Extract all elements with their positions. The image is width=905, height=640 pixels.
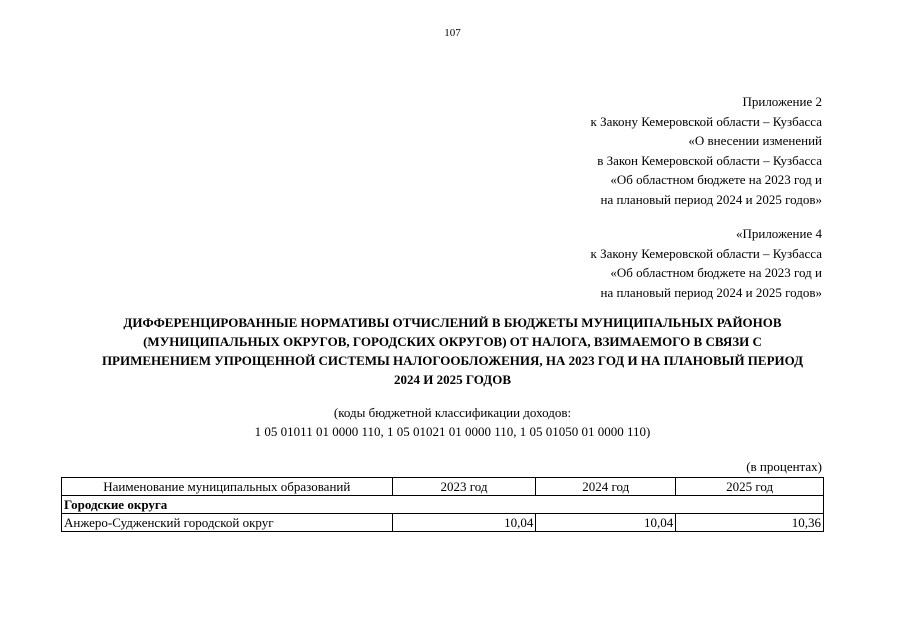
- title-line: ДИФФЕРЕНЦИРОВАННЫЕ НОРМАТИВЫ ОТЧИСЛЕНИЙ В БЮДЖЕТЫ МУНИЦИПАЛЬНЫХ РАЙОНОВ: [123, 315, 782, 330]
- appendix-2-line: к Закону Кемеровской области – Кузбасса: [590, 113, 822, 129]
- appendix-2-block: [591, 92, 823, 209]
- group-label: Городские округа: [62, 496, 824, 514]
- units-note: (в процентах): [746, 459, 822, 474]
- appendix-2-line: в Закон Кемеровской области – Кузбасса: [597, 152, 822, 168]
- title-line: 2024 И 2025 ГОДОВ: [394, 372, 511, 387]
- appendix-2-line: «Об областном бюджете на 2023 год и: [610, 172, 822, 187]
- classification-codes: [0, 403, 905, 441]
- title-line: (МУНИЦИПАЛЬНЫХ ОКРУГОВ, ГОРОДСКИХ ОКРУГОВ) ОТ НАЛОГА, ВЗИМАЕМОГО В СВЯЗИ С: [143, 334, 762, 349]
- title-line: ПРИМЕНЕНИЕМ УПРОЩЕННОЙ СИСТЕМЫ НАЛОГООБЛОЖЕНИЯ, НА 2023 ГОД И НА ПЛАНОВЫЙ ПЕРИОД: [101, 353, 804, 368]
- codes-line-2: 1 05 01011 01 0000 110, 1 05 01021 01 0000 110, 1 05 01050 01 0000 110): [254, 424, 651, 439]
- codes-line-1: (коды бюджетной классификации доходов:: [333, 405, 572, 420]
- appendix-4-line: «Об областном бюджете на 2023 год и: [610, 265, 822, 280]
- appendix-2-line: «О внесении изменений: [688, 133, 822, 148]
- appendix-2-line: на плановый период 2024 и 2025 годов»: [600, 191, 822, 207]
- appendix-4-line: «Приложение 4: [735, 226, 822, 241]
- table-row: [62, 514, 824, 532]
- cell-2025: 10,36: [676, 514, 824, 532]
- header-2025: 2025 год: [676, 478, 824, 496]
- header-2023: 2023 год: [392, 478, 536, 496]
- table-header-row: [62, 478, 824, 496]
- appendix-4-block: [591, 224, 823, 302]
- appendix-4-line: на плановый период 2024 и 2025 годов»: [600, 284, 822, 300]
- cell-2023: 10,04: [392, 514, 536, 532]
- header-municipality: Наименование муниципальных образований: [62, 478, 393, 496]
- document-title: [40, 313, 865, 389]
- norms-table: [61, 477, 824, 532]
- cell-municipality-name: Анжеро-Судженский городской округ: [62, 514, 393, 532]
- table-group-row: [62, 496, 824, 514]
- page-number: 107: [444, 27, 461, 39]
- cell-2024: 10,04: [536, 514, 676, 532]
- header-2024: 2024 год: [536, 478, 676, 496]
- appendix-2-line: Приложение 2: [742, 94, 822, 109]
- appendix-4-line: к Закону Кемеровской области – Кузбасса: [590, 245, 822, 261]
